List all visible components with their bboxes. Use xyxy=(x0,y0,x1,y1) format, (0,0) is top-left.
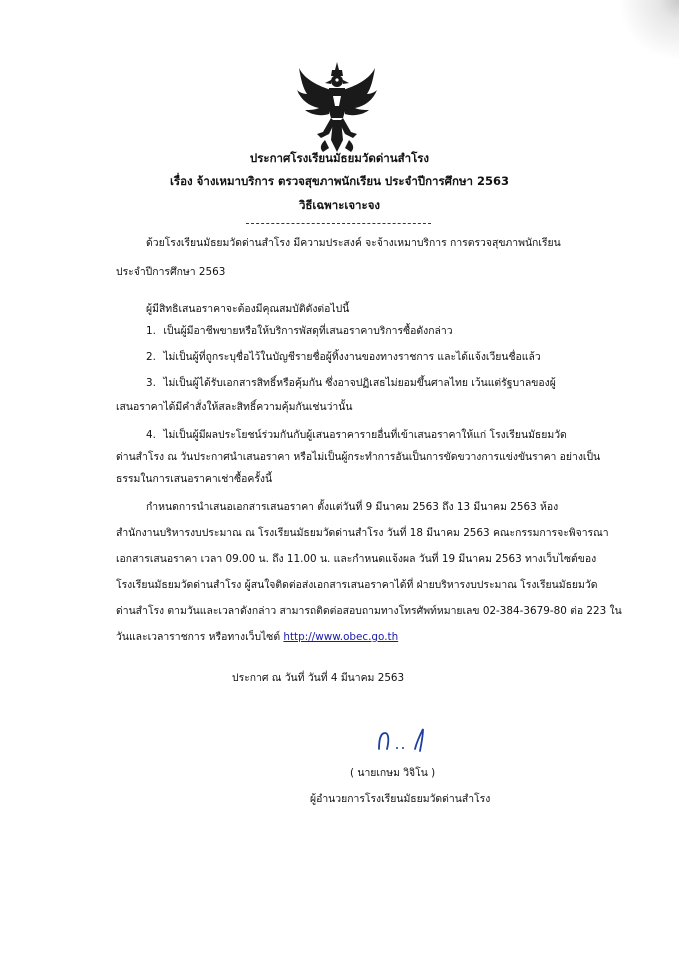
schedule-last-line xyxy=(116,630,398,644)
scan-edge-shadow xyxy=(619,0,679,60)
item-continuation: ด่านสำโรง ณ วันประกาศนำเสนอราคา หรือไม่เป็นผู้กระทำการอันเป็นการขัดขวางการแข่งขันราคา อย่างเป็น xyxy=(116,451,601,463)
handwritten-signature xyxy=(375,727,435,755)
schedule-line: กำหนดการนำเสนอเอกสารเสนอราคา ตั้งแต่วันที่ 9 มีนาคม 2563 ถึง 13 มีนาคม 2563 ห้อง xyxy=(146,501,559,513)
announcement-subject: เรื่อง จ้างเหมาบริการ ตรวจสุขภาพนักเรียน ประจำปีการศึกษา 2563 xyxy=(169,174,509,188)
qualification-item xyxy=(146,324,453,338)
schedule-line: โรงเรียนมัธยมวัดด่านสำโรง ผู้สนใจติดต่อส่งเอกสารเสนอราคาได้ที่ ฝ่ายบริหารงบประมาณ โรงเรียนมัธยมวัด xyxy=(116,579,598,591)
intro-line-1: ด้วยโรงเรียนมัธยมวัดด่านสำโรง มีความประสงค์ จะจ้างเหมาบริการ การตรวจสุขภาพนักเรียน xyxy=(146,237,561,249)
garuda-emblem-icon xyxy=(295,60,379,156)
item-text: ไม่เป็นผู้ได้รับเอกสารสิทธิ์หรือคุ้มกัน ซึ่งอาจปฏิเสธไม่ยอมขึ้นศาลไทย เว้นแต่รัฐบาลของผู้ xyxy=(163,377,556,389)
schedule-line: เอกสารเสนอราคา เวลา 09.00 น. ถึง 11.00 น. และกำหนดแจ้งผล วันที่ 19 มีนาคม 2563 ทางเว็บไซต์ของ xyxy=(116,553,597,565)
procurement-method: วิธีเฉพาะเจาะจง xyxy=(298,198,381,212)
qualification-heading: ผู้มีสิทธิเสนอราคาจะต้องมีคุณสมบัติดังต่อไปนี้ xyxy=(146,303,350,315)
item-number: 4. xyxy=(146,429,156,441)
item-text: เป็นผู้มีอาชีพขายหรือให้บริการพัสดุที่เสนอราคาบริการซื้อดังกล่าว xyxy=(163,325,453,337)
item-continuation: เสนอราคาได้มีคำสั่งให้สละสิทธิ์ความคุ้มกันเช่นว่านั้น xyxy=(116,401,353,413)
item-number: 1. xyxy=(146,325,156,337)
intro-line-2: ประจำปีการศึกษา 2563 xyxy=(116,266,226,278)
schedule-last-text: วันและเวลาราชการ หรือทางเว็บไซต์ xyxy=(116,631,284,643)
announcement-date: ประกาศ ณ วันที่ วันที่ 4 มีนาคม 2563 xyxy=(232,672,405,684)
item-continuation: ธรรมในการเสนอราคาเช่าซื้อครั้งนี้ xyxy=(116,473,273,485)
title-divider xyxy=(246,223,431,224)
qualification-item xyxy=(146,428,567,442)
schedule-line: ด่านสำโรง ตามวันและเวลาดังกล่าว สามารถติดต่อสอบถามทางโทรศัพท์หมายเลข 02-384-3679-80 ต่อ 223 ใน xyxy=(116,605,622,617)
signer-name: ( นายเกษม วิจิโน ) xyxy=(350,767,436,779)
signer-title: ผู้อำนวยการโรงเรียนมัธยมวัดด่านสำโรง xyxy=(310,793,491,805)
item-number: 3. xyxy=(146,377,156,389)
schedule-line: สำนักงานบริหารงบประมาณ ณ โรงเรียนมัธยมวัดด่านสำโรง วันที่ 18 มีนาคม 2563 คณะกรรมการจะพิจารณา xyxy=(116,527,609,539)
qualification-item xyxy=(146,350,541,364)
item-number: 2. xyxy=(146,351,156,363)
item-text: ไม่เป็นผู้ที่ถูกระบุชื่อไว้ในบัญชีรายชื่อผู้ทิ้งงานของทางราชการ และได้แจ้งเวียนชื่อแล้ว xyxy=(163,351,541,363)
announcement-title: ประกาศโรงเรียนมัธยมวัดด่านสำโรง xyxy=(249,151,430,165)
qualification-item xyxy=(146,376,556,390)
item-text: ไม่เป็นผู้มีผลประโยชน์ร่วมกันกับผู้เสนอราคารายอื่นที่เข้าเสนอราคาให้แก่ โรงเรียนมัธยมวัด xyxy=(163,429,567,441)
website-link[interactable]: http://www.obec.go.th xyxy=(283,631,399,643)
